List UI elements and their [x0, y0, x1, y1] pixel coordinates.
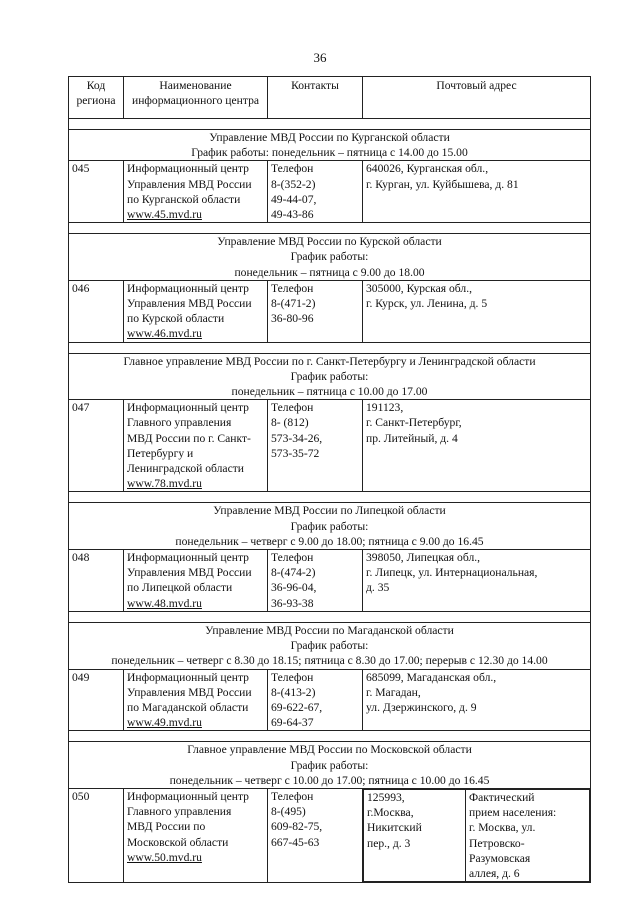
department-row: [69, 130, 591, 161]
contact-line: 667-45-63: [271, 835, 320, 849]
website-link[interactable]: www.45.mvd.ru: [127, 208, 202, 222]
address-line: г. Курск, ул. Ленина, д. 5: [366, 297, 488, 311]
contact-line: 49-44-07,: [271, 192, 317, 206]
address-line: г. Курган, ул. Куйбышева, д. 81: [366, 177, 519, 191]
center-name-line: по Липецкой области: [127, 581, 233, 595]
postal-address-cell: [363, 669, 591, 731]
postal-address-cell: [363, 161, 591, 223]
spacer-cell: [69, 223, 591, 234]
region-code: 047: [72, 401, 90, 415]
region-code: 045: [72, 162, 90, 176]
department-line: График работы:: [290, 250, 369, 264]
actual-address-line: прием населения:: [469, 806, 557, 820]
address-split-row: [364, 789, 590, 881]
department-cell: [69, 130, 591, 161]
contact-line: 8-(474-2): [271, 566, 316, 580]
department-cell: [69, 234, 591, 281]
department-line: понедельник – пятница с 10.00 до 17.00: [231, 385, 428, 399]
contact-line: 8-(352-2): [271, 177, 316, 191]
contacts-cell: [268, 161, 363, 223]
postal-address-cell: [363, 788, 591, 882]
contact-line: 8- (812): [271, 416, 309, 430]
address-line: Никитский: [367, 821, 422, 835]
department-line: График работы:: [290, 519, 369, 533]
table-row: [69, 669, 591, 731]
section-spacer: [69, 492, 591, 503]
department-row: [69, 353, 591, 400]
region-code-cell: [69, 161, 124, 223]
center-name-line: Ленинградской области: [127, 462, 244, 476]
center-name-cell: [124, 280, 268, 342]
department-row: [69, 234, 591, 281]
contact-line: 8-(471-2): [271, 297, 316, 311]
center-name-line: Управления МВД России: [127, 685, 252, 699]
region-code-cell: [69, 788, 124, 882]
department-line: понедельник – четверг с 9.00 до 18.00; пятница с 9.00 до 16.45: [175, 534, 484, 548]
header-contacts-line: Контакты: [291, 79, 339, 92]
contact-line: Телефон: [271, 551, 314, 565]
contact-line: 69-622-67,: [271, 700, 323, 714]
section-spacer: [69, 611, 591, 622]
center-name-line: Московской области: [127, 835, 229, 849]
contact-line: 49-43-86: [271, 208, 314, 222]
address-line: 685099, Магаданская обл.,: [366, 670, 497, 684]
actual-address-line: г. Москва, ул.: [469, 821, 536, 835]
department-line: График работы:: [290, 369, 369, 383]
department-line: Главное управление МВД России по Московской области: [187, 743, 472, 757]
center-name-line: МВД России по: [127, 820, 206, 834]
center-name-line: Информационный центр: [127, 162, 249, 176]
contacts-cell: [268, 550, 363, 612]
table-row: [69, 400, 591, 492]
contact-line: Телефон: [271, 789, 314, 803]
center-name-line: по Курганской области: [127, 192, 241, 206]
region-code: 050: [72, 789, 90, 803]
region-code-cell: [69, 669, 124, 731]
region-code-cell: [69, 550, 124, 612]
section-spacer: [69, 119, 591, 130]
address-line: 125993,: [367, 790, 405, 804]
address-line: 305000, Курская обл.,: [366, 281, 473, 295]
postal-address-cell: [363, 550, 591, 612]
contact-line: 609-82-75,: [271, 820, 323, 834]
actual-reception-address: [466, 789, 590, 881]
center-name-line: Информационный центр: [127, 401, 249, 415]
contacts-cell: [268, 280, 363, 342]
contact-line: Телефон: [271, 281, 314, 295]
center-name-line: Петербургу и: [127, 446, 194, 460]
department-line: понедельник – пятница с 9.00 до 18.00: [234, 265, 425, 279]
center-name-line: МВД России по г. Санкт-: [127, 431, 251, 445]
center-name-line: Управления МВД России: [127, 566, 252, 580]
contacts-cell: [268, 788, 363, 882]
center-name-line: Информационный центр: [127, 670, 249, 684]
header-contacts: [268, 77, 363, 119]
table-row: [69, 161, 591, 223]
page-number: 36: [313, 50, 327, 65]
department-cell: [69, 622, 591, 669]
center-name-line: по Магаданской области: [127, 700, 249, 714]
department-line: понедельник – четверг с 10.00 до 17.00; пятница с 10.00 до 16.45: [169, 773, 490, 787]
website-link[interactable]: www.48.mvd.ru: [127, 596, 202, 610]
header-code-line: региона: [76, 94, 116, 108]
center-name-cell: [124, 161, 268, 223]
address-line: ул. Дзержинского, д. 9: [366, 700, 477, 714]
contact-line: Телефон: [271, 401, 314, 415]
section-spacer: [69, 342, 591, 353]
table-row: [69, 550, 591, 612]
department-line: График работы:: [290, 639, 369, 653]
center-name-line: по Курской области: [127, 312, 225, 326]
contact-line: 573-35-72: [271, 446, 320, 460]
regional-info-centers-table: [68, 76, 591, 883]
region-code-cell: [69, 280, 124, 342]
department-line: понедельник – четверг с 8.30 до 18.15; пятница с 8.30 до 17.00; перерыв с 12.30 до 14.00: [111, 654, 548, 668]
center-name-cell: [124, 400, 268, 492]
address-line: г. Санкт-Петербург,: [366, 416, 462, 430]
center-name-cell: [124, 550, 268, 612]
region-code: 048: [72, 551, 90, 565]
department-row: [69, 622, 591, 669]
spacer-cell: [69, 611, 591, 622]
address-line: г.Москва,: [367, 806, 414, 820]
department-line: Главное управление МВД России по г. Санкт-Петербургу и Ленинградской области: [123, 354, 536, 368]
table-row: [69, 280, 591, 342]
actual-address-line: Петровско-: [469, 836, 525, 850]
contact-line: 69-64-37: [271, 716, 314, 730]
website-link[interactable]: www.49.mvd.ru: [127, 716, 202, 730]
contact-line: 573-34-26,: [271, 431, 323, 445]
website-link[interactable]: www.78.mvd.ru: [127, 477, 202, 491]
region-code: 049: [72, 670, 90, 684]
address-line: пер., д. 3: [367, 836, 411, 850]
department-line: График работы: понедельник – пятница с 14.00 до 15.00: [191, 146, 468, 160]
department-line: Управление МВД России по Липецкой области: [213, 504, 446, 518]
contact-line: 36-93-38: [271, 596, 314, 610]
contact-line: 8-(495): [271, 805, 306, 819]
center-name-cell: [124, 788, 268, 882]
contact-line: Телефон: [271, 162, 314, 176]
spacer-cell: [69, 119, 591, 130]
header-postal-address: [363, 77, 591, 119]
center-name-line: Управления МВД России: [127, 297, 252, 311]
center-name-line: Управления МВД России: [127, 177, 252, 191]
contact-line: Телефон: [271, 670, 314, 684]
table-header-row: [69, 77, 591, 119]
address-line: пр. Литейный, д. 4: [366, 431, 458, 445]
address-line: 398050, Липецкая обл.,: [366, 551, 481, 565]
contact-line: 8-(413-2): [271, 685, 316, 699]
header-code-line: Код: [86, 79, 106, 92]
center-name-line: Информационный центр: [127, 551, 249, 565]
header-name-line: Наименование: [159, 79, 232, 92]
postal-address-cell: [363, 280, 591, 342]
address-split: [363, 789, 590, 882]
address-line: д. 35: [366, 581, 390, 595]
center-name-line: Главного управления: [127, 416, 232, 430]
address-line: г. Липецк, ул. Интернациональная,: [366, 566, 538, 580]
department-cell: [69, 503, 591, 550]
actual-address-line: Фактический: [469, 790, 535, 804]
website-link[interactable]: www.50.mvd.ru: [127, 850, 202, 864]
contact-line: 36-80-96: [271, 312, 314, 326]
center-name-line: Информационный центр: [127, 789, 249, 803]
department-cell: [69, 353, 591, 400]
department-cell: [69, 742, 591, 789]
website-link[interactable]: www.46.mvd.ru: [127, 327, 202, 341]
contacts-cell: [268, 400, 363, 492]
postal-address-cell: [363, 400, 591, 492]
department-line: График работы:: [290, 758, 369, 772]
header-center-name: [124, 77, 268, 119]
spacer-cell: [69, 731, 591, 742]
region-code-cell: [69, 400, 124, 492]
header-name-line: информационного центра: [131, 94, 260, 108]
department-line: Управление МВД России по Магаданской области: [205, 623, 454, 637]
table-row: [69, 788, 591, 882]
department-row: [69, 742, 591, 789]
legal-address: [364, 789, 466, 881]
spacer-cell: [69, 492, 591, 503]
department-line: Управление МВД России по Курской области: [217, 235, 442, 249]
region-code: 046: [72, 281, 90, 295]
header-address-line: Почтовый адрес: [436, 79, 517, 92]
center-name-cell: [124, 669, 268, 731]
contact-line: 36-96-04,: [271, 581, 317, 595]
section-spacer: [69, 731, 591, 742]
center-name-line: Информационный центр: [127, 281, 249, 295]
contacts-cell: [268, 669, 363, 731]
address-line: 191123,: [366, 401, 404, 415]
actual-address-line: Разумовская: [469, 851, 531, 865]
section-spacer: [69, 223, 591, 234]
department-line: Управление МВД России по Курганской области: [209, 131, 450, 144]
address-line: 640026, Курганская обл.,: [366, 162, 489, 176]
center-name-line: Главного управления: [127, 805, 232, 819]
address-line: г. Магадан,: [366, 685, 421, 699]
department-row: [69, 503, 591, 550]
actual-address-line: аллея, д. 6: [469, 866, 520, 880]
spacer-cell: [69, 342, 591, 353]
header-region-code: [69, 77, 124, 119]
